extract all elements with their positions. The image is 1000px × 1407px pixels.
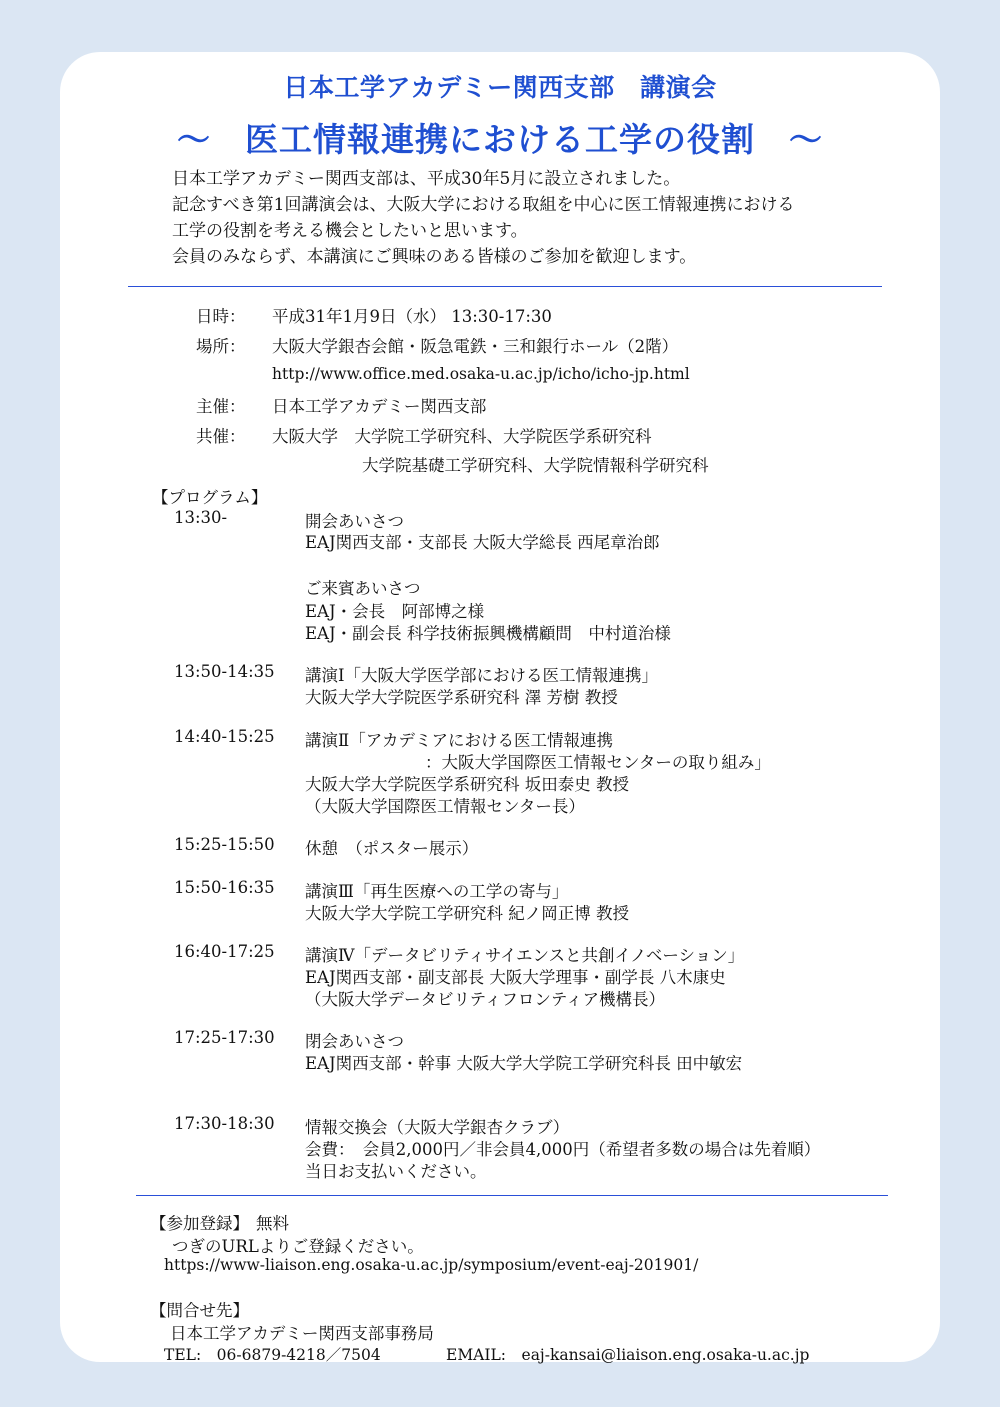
intro-line: 会員のみならず、本講演にご興味のある皆様のご参加を歓迎します。 [172,247,697,267]
host-value: 日本工学アカデミー関西支部 [272,397,487,416]
program-time: 17:30-18:30 [174,1114,275,1133]
event-title: 日本工学アカデミー関西支部 講演会 [283,73,717,102]
program-line: 会費： 会員2,000円／非会員4,000円（希望者多数の場合は先着順） [305,1140,821,1159]
program-line: ：大阪大学国際医工情報センターの取り組み」 [425,753,771,772]
place-value: 大阪大学銀杏会館・阪急電鉄・三和銀行ホール（2階） [272,337,679,356]
program-line: ご来賓あいさつ [305,579,421,598]
program-time: 13:30- [174,508,228,527]
program-heading: 【プログラム】 [152,488,268,507]
place-label: 場所： [196,337,246,356]
program-time: 16:40-17:25 [174,942,275,961]
registration-url-link[interactable]: https://www-liaison.eng.osaka-u.ac.jp/symposium/event-eaj-201901/ [164,1256,699,1274]
cohost-value-cont: 大学院基礎工学研究科、大学院情報科学研究科 [362,456,709,475]
program-line: 大阪大学大学院工学研究科 紀ノ岡正博 教授 [305,904,629,923]
date-value: 平成31年1月9日（水） 13:30-17:30 [272,307,552,326]
program-line: 大阪大学大学院医学系研究科 澤 芳樹 教授 [305,688,618,707]
intro-line: 日本工学アカデミー関西支部は、平成30年5月に設立されました。 [172,169,681,189]
date-label: 日時： [196,307,246,326]
cohost-value: 大阪大学 大学院工学研究科、大学院医学系研究科 [272,427,652,446]
divider [136,1195,888,1196]
program-line: （大阪大学データビリティフロンティア機構長） [305,990,666,1009]
event-subtitle: ～ 医工情報連携における工学の役割 ～ [177,120,823,159]
contact-office: 日本工学アカデミー関西支部事務局 [170,1324,434,1343]
registration-heading: 【参加登録】 [150,1214,249,1233]
program-line: 情報交換会（大阪大学銀杏クラブ） [305,1118,570,1137]
program-time: 17:25-17:30 [174,1028,275,1047]
program-time: 13:50-14:35 [174,662,275,681]
program-line: 講演Ⅳ「データビリティサイエンスと共創イノベーション」 [305,946,745,965]
program-line: 休憩 （ポスター展示） [305,839,479,858]
program-line: EAJ関西支部・副支部長 大阪大学理事・副学長 八木康史 [305,968,726,987]
intro-line: 記念すべき第1回講演会は、大阪大学における取組を中心に医工情報連携における [172,195,795,215]
program-time: 15:25-15:50 [174,835,275,854]
intro-line: 工学の役割を考える機会としたいと思います。 [172,221,528,241]
program-line: 閉会あいさつ [305,1032,404,1051]
intro-paragraph [172,166,794,270]
contact-tel: TEL: 06-6879-4218／7504 [164,1346,381,1364]
program-line: EAJ・副会長 科学技術振興機構顧問 中村道治様 [305,624,671,643]
program-line: 講演Ⅱ「アカデミアにおける医工情報連携 [305,731,614,750]
program-time: 14:40-15:25 [174,727,275,746]
program-time: 15:50-16:35 [174,878,275,897]
contact-email-link[interactable]: EMAIL: eaj-kansai@liaison.eng.osaka-u.ac.jp [446,1346,810,1364]
registration-fee: 無料 [256,1214,289,1233]
program-line: 講演Ⅰ「大阪大学医学部における医工情報連携」 [305,666,659,685]
cohost-label: 共催： [196,427,246,446]
program-line: EAJ関西支部・幹事 大阪大学大学院工学研究科長 田中敏宏 [305,1054,743,1073]
place-url-link[interactable]: http://www.office.med.osaka-u.ac.jp/icho/icho-jp.html [272,365,690,383]
registration-note: つぎのURLよりご登録ください。 [172,1237,424,1256]
program-line: EAJ・会長 阿部博之様 [305,602,485,621]
program-line: 開会あいさつ [305,512,404,531]
divider [128,286,882,287]
program-line: 当日お支払いください。 [305,1162,487,1181]
contact-heading: 【問合せ先】 [150,1301,249,1320]
program-line: EAJ関西支部・支部長 大阪大学総長 西尾章治郎 [305,533,660,552]
program-line: 大阪大学大学院医学系研究科 坂田泰史 教授 [305,775,629,794]
host-label: 主催： [196,397,246,416]
program-line: 講演Ⅲ「再生医療への工学の寄与」 [305,882,569,901]
program-line: （大阪大学国際医工情報センター長） [305,797,585,816]
